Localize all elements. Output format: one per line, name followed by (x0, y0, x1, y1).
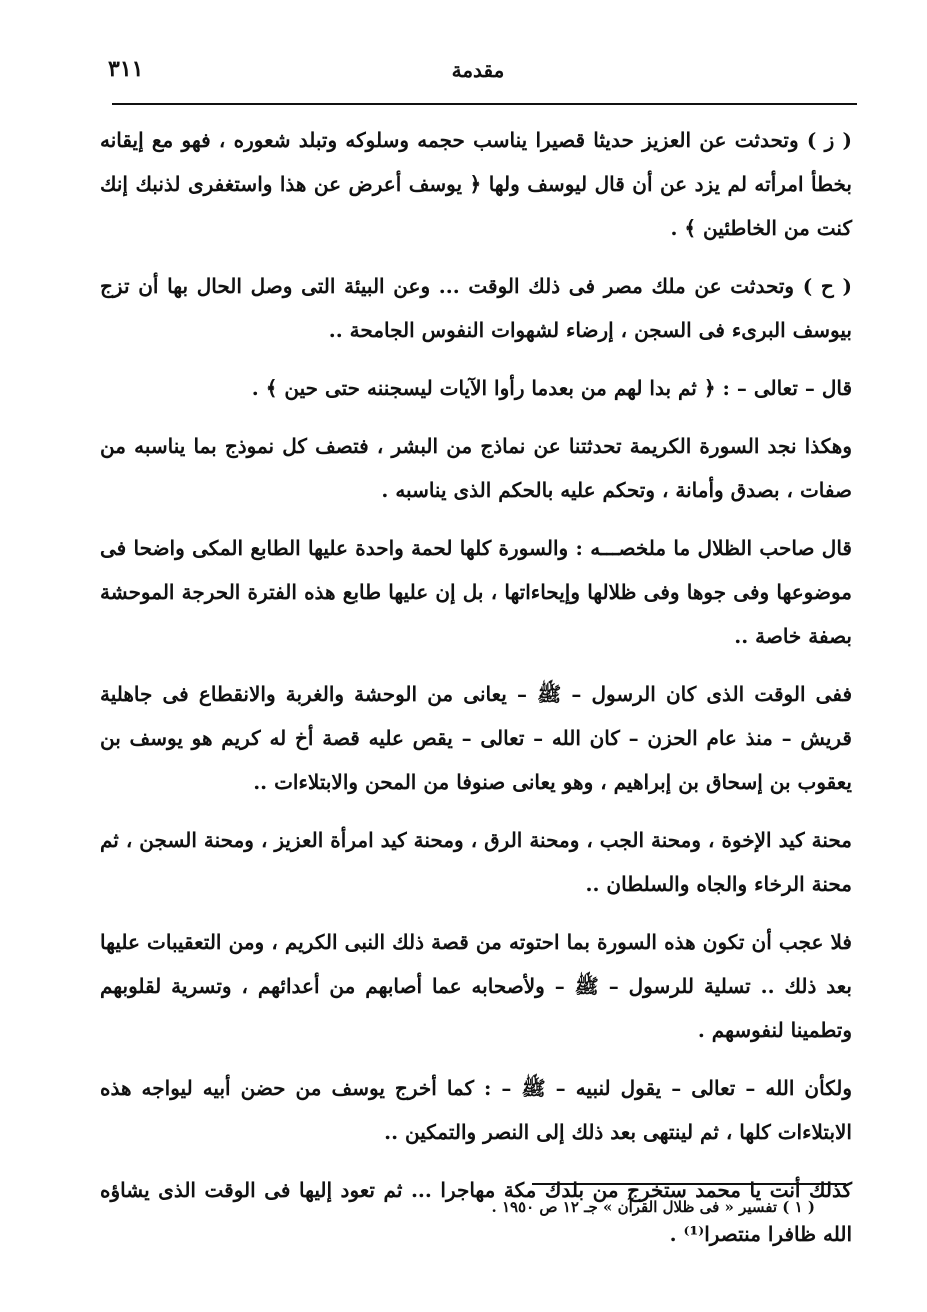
paragraph-hijra: كذلك أنت يا محمد ستخرج من بلدك مكة مهاجرا ... ثم تعود إليها فى الوقت الذى يشاؤه الله ظافرا منتصرا⁽¹⁾ . (100, 1178, 852, 1246)
footnote: ( ١ ) تفسير « فى ظلال القرآن » جـ ١٢ ص ١٩٥٠ . (491, 1198, 815, 1216)
paragraph-ha: ( ح ) وتحدثت عن ملك مصر فى ذلك الوقت ... وعن البيئة التى وصل الحال بها أن تزج بيوسف البرىء فى السجن ، إرضاء لشهوات النفوس الجامحة .. (100, 274, 853, 342)
paragraph-models: وهكذا نجد السورة الكريمة تحدثتنا عن نماذج من البشر ، فتصف كل نموذج بما يناسبه من صفات ، بصدق وأمانة ، وتحكم عليه بالحكم الذى يناسبه . (100, 434, 852, 502)
running-title: مقدمة (451, 58, 505, 82)
paragraph-as-if: ولكأن الله – تعالى – يقول لنبيه – ﷺ – : كما أخرج يوسف من حضن أبيه ليواجه هذه الابتلاءات كلها ، ثم لينتهى بعد ذلك إلى النصر والتمكين .. (100, 1076, 852, 1144)
paragraph-prophet-time: ففى الوقت الذى كان الرسول – ﷺ – يعانى من الوحشة والغربة والانقطاع فى جاهلية قريش – منذ عام الحزن – كان الله – تعالى – يقص عليه قصة أخ له كريم هو يوسف بن يعقوب بن إسحاق بن إبراهيم ، وهو يعانى صنوفا من المحن والابتلاءات .. (100, 682, 852, 794)
paragraph-trials: محنة كيد الإخوة ، ومحنة الجب ، ومحنة الرق ، ومحنة كيد امرأة العزيز ، ومحنة السجن ، ثم محنة الرخاء والجاه والسلطان .. (100, 828, 852, 896)
footnote-divider (532, 1183, 846, 1185)
body-text (100, 118, 852, 1270)
paragraph-consolation: فلا عجب أن تكون هذه السورة بما احتوته من قصة ذلك النبى الكريم ، ومن التعقيبات عليها بعد ذلك .. تسلية للرسول – ﷺ – ولأصحابه عما أصابهم من أعدائهم ، وتسرية لقلوبهم وتطمينا لنفوسهم . (100, 930, 852, 1042)
header-divider (112, 103, 857, 105)
paragraph-zilal-summary: قال صاحب الظلال ما ملخصـــه : والسورة كلها لحمة واحدة عليها الطابع المكى واضحا فى موضوعها وفى جوها وفى ظلالها وإيحاءاتها ، بل إن عليها طابع هذه الفترة الحرجة الموحشة بصفة خاصة .. (100, 536, 852, 648)
paragraph-quran-quote: قال – تعالى – : ﴿ ثم بدا لهم من بعدما رأوا الآيات ليسجننه حتى حين ﴾ . (251, 376, 852, 400)
paragraph-zay: ( ز ) وتحدثت عن العزيز حديثا قصيرا يناسب حجمه وسلوكه وتبلد شعوره ، فهو مع إيقانه بخطأ امرأته لم يزد عن أن قال ليوسف ولها ﴿ يوسف أعرض عن هذا واستغفرى لذنبك إنك كنت من الخاطئين ﴾ . (100, 128, 852, 240)
page-header (108, 56, 848, 96)
page-number: ٣١١ (108, 56, 144, 82)
